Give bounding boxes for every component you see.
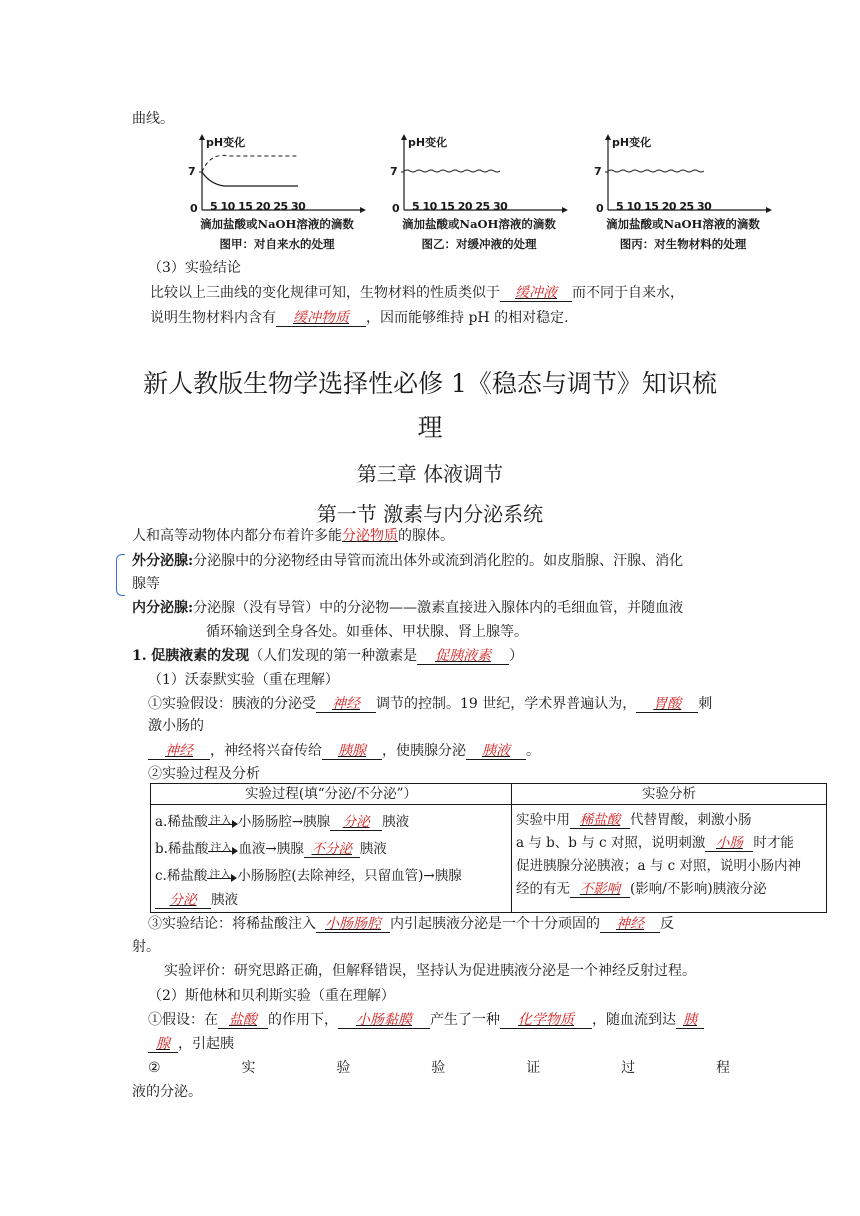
hcl-curve [202, 172, 298, 186]
x-axis-label: 滴加盐酸或NaOH溶液的滴数 [606, 217, 760, 231]
chart-caption: 图甲：对自来水的处理 [219, 237, 335, 251]
answer-blank: 小肠肠腔 [316, 916, 390, 933]
endocrine-line-2: 循环输送到全身各处。如垂体、甲状腺、肾上腺等。 [206, 624, 528, 640]
answer-blank: 小肠 [705, 835, 753, 852]
x-tick-labels: 5 10 15 20 25 30 [616, 200, 712, 213]
answer-blank: 不分泌 [304, 841, 360, 858]
chart-caption: 图丙：对生物材料的处理 [619, 237, 747, 251]
document-title-line-2: 理 [417, 413, 443, 442]
process-row-c-cont: 分泌 胰液 [155, 890, 507, 910]
process-row-a: a.稀盐酸 注入 小肠肠腔→胰腺 分泌 胰液 [155, 813, 410, 830]
answer-blank: 胰液 [466, 743, 526, 760]
inject-arrow: 注入 [208, 816, 238, 830]
answer-blank: 稀盐酸 [570, 812, 630, 829]
item1-sub1: （1）沃泰默实验（重在理解） [148, 672, 339, 688]
hypothesis-line-1: ①实验假设：胰液的分泌受 神经 调节的控制。19 世纪，学术界普遍认为， 胃酸 刺 [148, 696, 713, 712]
answer-blank: 小肠黏膜 [338, 1012, 430, 1029]
intro-fragment: 曲线。 [132, 111, 174, 127]
y-axis-label: pH变化 [408, 136, 448, 149]
answer-blank: 神经 [316, 696, 376, 713]
y-tick-7: 7 [390, 165, 398, 178]
answer-blank: 胰腺 [322, 743, 382, 760]
answer-blank: 分泌 [155, 892, 211, 909]
analysis-cell: 实验中用 稀盐酸 代替胃酸，刺激小肠 a 与 b、b 与 c 对照，说明刺激 小肠 时才能 促进胰腺分泌胰液；a 与 c 对照，说明小肠内神 经的有无 不影响 (影响/不影响)胰液分泌 [512, 805, 827, 913]
answer-blank: 缓冲物质 [276, 310, 366, 327]
y-tick-7: 7 [594, 165, 602, 178]
document-title-line-1: 新人教版生物学选择性必修 1《稳态与调节》知识梳 [143, 369, 717, 398]
answer-blank: 盐酸 [218, 1012, 268, 1029]
intro-sentence: 人和高等动物体内都分布着许多能分泌物质的腺体。 [132, 528, 454, 544]
inject-arrow: 注入 [208, 843, 238, 857]
verification-line: ② 实 验 验 证 过 程 [148, 1060, 730, 1076]
answer-blank: 腺 [148, 1036, 178, 1053]
x-tick-labels: 5 10 15 20 25 30 [412, 200, 508, 213]
exocrine-line-1: 外分泌腺:分泌腺中的分泌物经由导管而流出体外或流到消化腔的。如皮脂腺、汗腺、消化 [132, 553, 684, 569]
chapter-heading: 第三章 体液调节 [356, 462, 504, 486]
hypothesis2-line-2: 腺 ，引起胰 [148, 1034, 234, 1054]
hypothesis2-line-1: ①假设：在 盐酸 的作用下， 小肠黏膜 产生了一种 化学物质 ，随血流到达 胰 [148, 1010, 704, 1030]
conclusion-line-1: 比较以上三曲线的变化规律可知，生物材料的性质类似于 缓冲液 而不同于自来水， [150, 285, 684, 301]
naoh-curve [202, 155, 298, 172]
y-axis-label: pH变化 [206, 136, 246, 149]
y-tick-7: 7 [188, 165, 196, 178]
conclusion-line-2: 说明生物材料内含有 缓冲物质 ，因而能够维持 pH 的相对稳定. [150, 310, 569, 326]
origin-label: 0 [190, 202, 198, 215]
item1-sub2: （2）斯他林和贝利斯实验（重在理解） [148, 988, 395, 1004]
ph-wavy-line [404, 170, 500, 172]
process-row-c: c.稀盐酸 注入 小肠肠腔(去除神经，只留血管)→胰腺 [155, 867, 462, 884]
answer-blank: 神经 [600, 916, 660, 933]
answer-blank: 不影响 [570, 881, 630, 898]
brace-bracket [116, 554, 125, 596]
table-header-analysis: 实验分析 [512, 784, 827, 805]
hypothesis-line-2: 激小肠的 [148, 718, 204, 734]
process-cell [151, 805, 512, 913]
experiment-evaluation: 实验评价：研究思路正确，但解释错误，坚持认为促进胰液分泌是一个神经反射过程。 [164, 963, 696, 979]
answer-blank: 化学物质 [500, 1012, 592, 1029]
ph-chart-tap-water [190, 132, 370, 252]
answer-blank: 神经 [148, 743, 210, 760]
x-axis-label: 滴加盐酸或NaOH溶液的滴数 [200, 217, 354, 231]
result-line-1: ③实验结论：将稀盐酸注入 小肠肠腔 内引起胰液分泌是一个十分顽固的 神经 反 [148, 916, 674, 932]
section-heading: 第一节 激素与内分泌系统 [316, 502, 544, 526]
chart-caption: 图乙：对缓冲液的处理 [421, 237, 537, 251]
x-axis-label: 滴加盐酸或NaOH溶液的滴数 [402, 217, 556, 231]
hypothesis-line-3: 神经 ，神经将兴奋传给 胰腺 ，使胰腺分泌 胰液 。 [148, 741, 540, 761]
process-heading: ②实验过程及分析 [148, 766, 260, 782]
verification-line-2: 液的分泌。 [132, 1084, 202, 1100]
y-axis-label: pH变化 [612, 136, 652, 149]
exocrine-line-2: 腺等 [132, 576, 160, 592]
item1-heading: 1. 促胰液素的发现（人们发现的第一种激素是 促胰液素 ） [132, 648, 524, 664]
answer-blank: 胰 [676, 1012, 704, 1029]
table-header-process: 实验过程(填“分泌/不分泌”） [151, 784, 512, 805]
inject-arrow: 注入 [207, 870, 237, 884]
origin-label: 0 [392, 202, 400, 215]
ph-wavy-line [608, 170, 704, 172]
x-tick-labels: 5 10 15 20 25 30 [210, 200, 306, 213]
origin-label: 0 [596, 202, 604, 215]
process-row-b: b.稀盐酸 注入 血液→胰腺 不分泌 胰液 [155, 840, 387, 857]
result-line-2: 射。 [132, 939, 160, 955]
answer-blank: 缓冲液 [500, 285, 572, 302]
experiment-table [150, 783, 827, 913]
conclusion-heading: （3）实验结论 [148, 260, 241, 276]
endocrine-line-1: 内分泌腺:分泌腺（没有导管）中的分泌物——激素直接进入腺体内的毛细血管，并随血液 [132, 600, 684, 616]
answer-blank: 分泌物质 [342, 528, 398, 544]
answer-blank: 促胰液素 [417, 648, 509, 665]
answer-blank: 分泌 [330, 814, 382, 831]
ph-chart-buffer [392, 132, 572, 252]
answer-blank: 胃酸 [636, 696, 698, 713]
ph-chart-bio-material [596, 132, 776, 252]
